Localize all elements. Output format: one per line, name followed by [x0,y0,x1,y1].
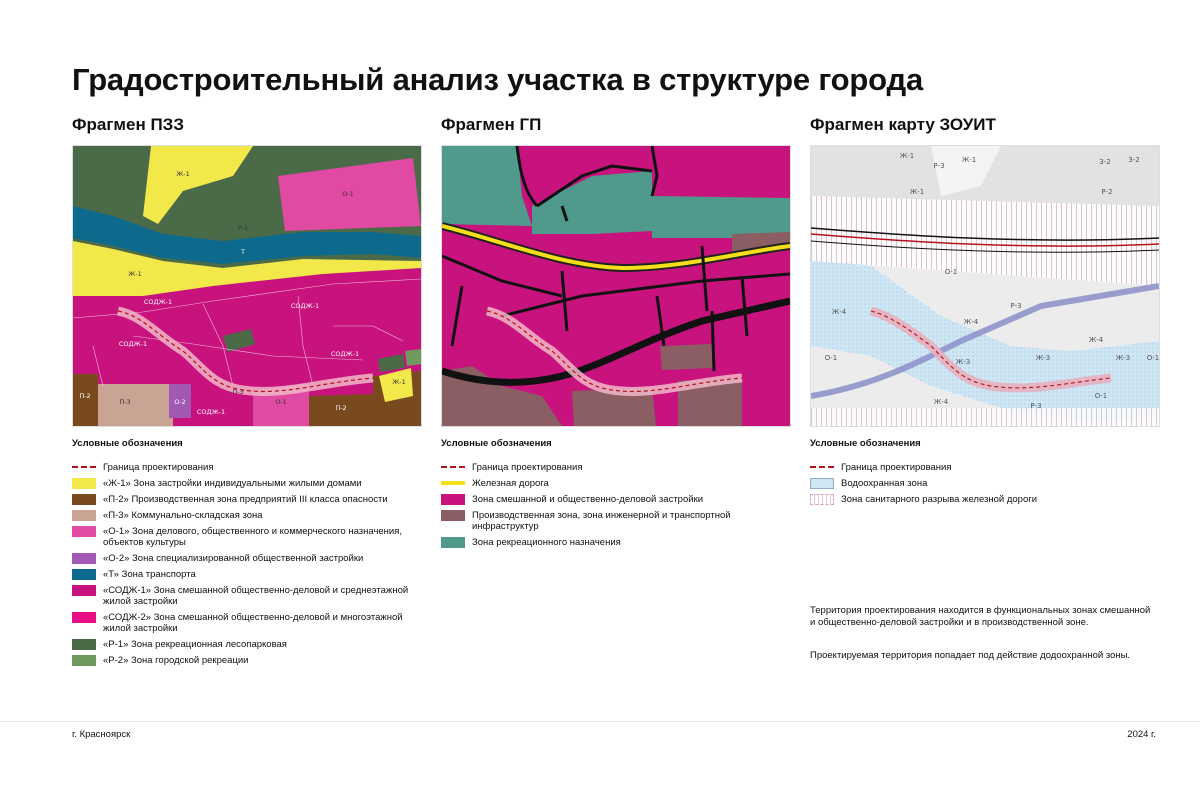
pzz-map-label: П-2 [79,392,91,400]
legend-item [72,569,422,580]
pzz-fragment [72,116,422,671]
zouit-map-label: З-2 [1099,158,1111,166]
legend-swatch [72,612,96,623]
legend-item [441,537,791,548]
pzz-map-label: Р-1 [237,224,249,232]
legend-item [72,612,422,634]
pzz-map-label: О-1 [275,398,287,406]
zouit-map-label: Ж-3 [955,358,971,366]
legend-swatch [441,494,465,505]
legend-swatch [72,585,96,596]
legend-label: «СОДЖ-2» Зона смешанной общественно-деловой и многоэтажной жилой застройки [103,612,403,634]
pzz-title: Фрагмен ПЗЗ [72,115,184,134]
legend-swatch [72,655,96,666]
footer-city: г. Красноярск [72,729,131,740]
legend-swatch [72,526,96,537]
legend-label: Граница проектирования [103,462,214,473]
legend-item [441,478,791,489]
zouit-map-label: Р-3 [1010,302,1022,310]
legend-swatch [72,639,96,650]
gp-legend [441,462,791,548]
legend-item [441,462,791,473]
pzz-map-label: О-2 [174,398,186,406]
legend-swatch [72,553,96,564]
pzz-map-label: П-2 [335,404,347,412]
legend-item [72,494,422,505]
pzz-legend [72,462,422,666]
pzz-map-label: Т [241,248,245,256]
pzz-map-label: СОДЖ-1 [196,408,226,416]
legend-label: «Ж-1» Зона застройки индивидуальными жилыми домами [103,478,362,489]
legend-swatch [72,466,96,468]
legend-item [441,494,791,505]
legend-item [810,462,1160,473]
zouit-map-label: Ж-4 [933,398,949,406]
page-title: Градостроительный анализ участка в структуре города [72,62,923,97]
pzz-legend-title: Условные обозначения [72,438,183,449]
legend-item [72,478,422,489]
legend-label: Граница проектирования [841,462,952,473]
gp-fragment [441,116,791,553]
zouit-map-label: Ж-4 [963,318,979,326]
legend-swatch [441,510,465,521]
pzz-map-label: О-1 [342,190,354,198]
legend-label: «СОДЖ-1» Зона смешанной общественно-деловой и среднеэтажной жилой застройки [103,585,409,607]
zouit-map-label: Ж-3 [1035,354,1051,362]
footer-year: 2024 г. [1127,729,1156,740]
legend-label: Граница проектирования [472,462,583,473]
legend-item [72,655,422,666]
legend-label: «О-2» Зона специализированной общественной застройки [103,553,364,564]
zouit-legend [810,462,1160,505]
legend-item [72,585,422,607]
gp-legend-title: Условные обозначения [441,438,552,449]
zouit-map-label: Ж-1 [909,188,925,196]
legend-label: Зона смешанной и общественно-деловой застройки [472,494,704,505]
zouit-map-label: Ж-1 [899,152,915,160]
legend-label: Производственная зона, зона инженерной и транспортной инфраструктур [472,510,731,532]
pzz-map-label: Ж-1 [176,170,190,178]
legend-swatch [72,478,96,489]
pzz-map-label: Ж-1 [128,270,142,278]
pzz-map-label: СОДЖ-1 [143,298,173,306]
pzz-map-label: СОДЖ-1 [118,340,148,348]
legend-item [72,526,422,548]
zouit-map-label: Р-3 [933,162,945,170]
legend-label: «П-2» Производственная зона предприятий III класса опасности [103,494,388,505]
legend-label: Зона рекреационного назначения [472,537,621,548]
pzz-map-label: СОДЖ-1 [290,302,320,310]
legend-label: «Р-1» Зона рекреационная лесопарковая [103,639,287,650]
legend-swatch [72,494,96,505]
legend-label: Водоохранная зона [841,478,928,489]
pzz-map[interactable] [72,145,422,427]
pzz-map-label: Ж-1 [392,378,406,386]
legend-label: «Р-2» Зона городской рекреации [103,655,249,666]
legend-label: «П-3» Коммунально-складская зона [103,510,263,521]
zouit-map-label: Ж-4 [831,308,847,316]
legend-swatch [810,478,834,489]
zouit-legend-title: Условные обозначения [810,438,921,449]
pzz-map-label: СОДЖ-1 [330,350,360,358]
gp-map[interactable] [441,145,791,427]
legend-swatch [72,569,96,580]
legend-label: «Т» Зона транспорта [103,569,196,580]
zouit-map-label: О-1 [824,354,838,362]
legend-swatch [441,537,465,548]
zouit-map-label: Р-3 [1030,402,1042,410]
zouit-map-label: З-2 [1128,156,1140,164]
footer-divider [0,721,1200,722]
legend-item [810,494,1160,505]
gp-title: Фрагмен ГП [441,115,542,134]
legend-swatch [72,510,96,521]
legend-item [72,553,422,564]
legend-item [810,478,1160,489]
legend-label: Железная дорога [472,478,549,489]
pzz-map-label: П-3 [232,388,244,396]
legend-item [441,510,791,532]
zouit-fragment [810,116,1160,510]
legend-item [72,462,422,473]
pzz-map-label: П-3 [119,398,131,406]
legend-swatch [810,494,834,505]
zouit-title: Фрагмен карту ЗОУИТ [810,115,996,134]
legend-swatch [810,466,834,468]
zouit-map[interactable] [810,145,1160,427]
legend-label: Зона санитарного разрыва железной дороги [841,494,1038,505]
legend-label: «О-1» Зона делового, общественного и коммерческого назначения, объектов культуры [103,526,403,548]
zouit-map-label: Ж-3 [1115,354,1131,362]
zouit-map-label: Р-2 [1101,188,1113,196]
zouit-map-label: О-1 [944,268,958,276]
water-zone-note: Проектируемая территория попадает под действие додоохранной зоны. [810,650,1131,661]
zouit-map-label: Ж-1 [961,156,977,164]
legend-item [72,510,422,521]
legend-swatch [441,466,465,468]
legend-swatch [441,481,465,485]
conclusion-note: Территория проектирования находится в функциональных зонах смешанной и общественно-деловой застройки и в производственной зоне. [810,605,1151,628]
zouit-map-label: Ж-4 [1088,336,1104,344]
zouit-map-label: О-1 [1094,392,1108,400]
zouit-map-label: О-1 [1146,354,1159,362]
legend-item [72,639,422,650]
